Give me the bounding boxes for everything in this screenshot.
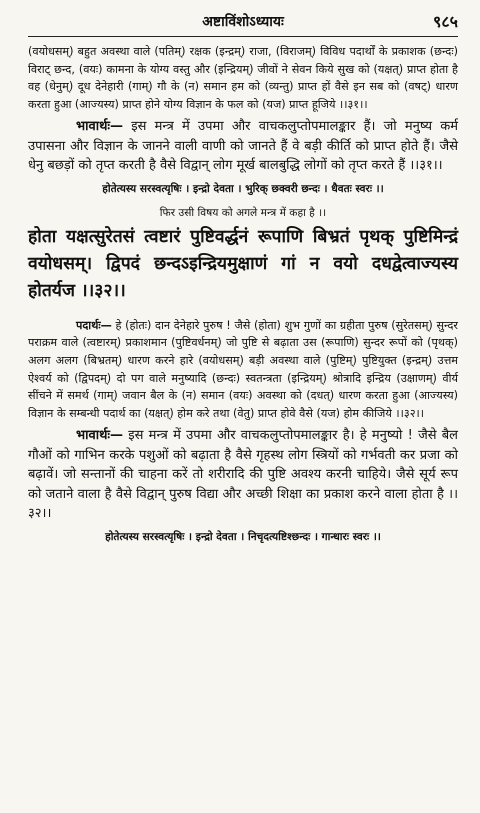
mantra-meta: होतेत्यस्य सरस्वत्यृषिः । इन्द्रो देवता । निचृदत्यष्टिश्छन्दः । गान्धारः स्वरः ।। — [105, 530, 381, 543]
bhavartha — [28, 426, 458, 524]
bhavartha-text: इस मन्त्र में उपमा और वाचकलुप्तोपमालङ्कार है। हे मनुष्यो ! जैसे बैल गौओं को गाभिन करके पशुओं को बढ़ाता है वैसे गृहस्थ लोग स्त्रियों को गर्भवती कर प्रजा को बढ़ावें। जो सन्तानों की चाहना करें तो शरीरादि की पुष्टि अवश्य करनी चाहिये। जैसे सूर्य रूप को जताने वाला है वैसे विद्वान् पुरुष विद्या और अच्छी शिक्षा का प्रकाश करने वाला होता है ।।३२।। — [28, 428, 458, 522]
prev-mantra-meta: होतेत्यस्य सरस्वत्यृषिः । इन्द्रो देवता । भुरिक् छक्वरी छन्दः । धैवतः स्वरः ।। — [102, 182, 384, 195]
prev-bhavartha-label: भावार्थः— — [76, 119, 124, 135]
bhavartha-label: भावार्थः— — [76, 428, 124, 444]
page-header — [28, 6, 458, 36]
page-number: ९८५ — [433, 12, 458, 31]
padartha-text: हे (होतः) दान देनेहारे पुरुष ! जैसे (होता) शुभ गुणों का ग्रहीता पुरुष (सुरेतसम्) सुन्दर पराक्रम वाले (त्वष्टारम्) प्रकाशमान (पुष्टिवर्धनम्) जो पुष्टि से बढ़ाता उस (रूपाणि) सुन्दर रूपों को (पृथक्) अलग अलग (बिभ्रतम्) धारण करने हारे (वयोधसम्) बड़ी अवस्था वाले (पुष्टिम्) पुष्टियुक्त (इन्द्रम्) उत्तम ऐश्वर्य को (द्विपदम्) दो पग वाले मनुष्यादि (छन्दः) स्वतन्त्रता (इन्द्रियम्) श्रोत्रादि इन्द्रिय (उक्षाणम्) वीर्य सींचने में समर्थ (गाम्) जवान बैल के (न) समान (वयः) अवस्था को (दधत्) धारण करता हुआ (आज्यस्य) विज्ञान के सम्बन्धी पदार्थ का (यक्षत्) होम करे तथा (वेतु) प्राप्त होवे वैसे (यज) होम कीजिये ।।३२।। — [28, 318, 458, 420]
padartha — [28, 317, 458, 423]
prev-bhavartha — [28, 117, 458, 176]
section-intro: फिर उसी विषय को अगले मन्त्र में कहा है ।। — [159, 206, 327, 219]
padartha-label: पदार्थः— — [76, 318, 112, 332]
header-rule — [28, 36, 458, 37]
prev-bhavartha-text: इस मन्त्र में उपमा और वाचकलुप्तोपमालङ्कार हैं। जो मनुष्य कर्म उपासना और विज्ञान के जानने वाली वाणी को जानते हैं वे बड़ी कीर्ति को प्राप्त होते हैं। जैसे धेनु बछड़ों को तृप्त करती है वैसे विद्वान् लोग मूर्ख बालबुद्धि लोगों को तृप्त करते हैं ।।३१।। — [28, 119, 458, 174]
mantra-text: होता यक्षत्सुरेतसं त्वष्टारं पुष्टिवर्द्धनं रूपाणि बिभ्रतं पृथक् पुष्टिमिन्द्रं वयोधसम्। द्विपदं छन्दऽइन्द्रियमुक्षाणं गां न वयो दधद्वेत्वाज्यस्य होतर्यज ।।३२।। — [28, 226, 458, 301]
prev-padartha-text: (वयोधसम्) बहुत अवस्था वाले (पतिम्) रक्षक (इन्द्रम्) राजा, (विराजम्) विविध पदार्थों के प्रकाशक (छन्दः) विराट् छन्द, (वयः) कामना के योग्य वस्तु और (इन्द्रियम्) जीवों ने सेवन किये सुख को (यक्षत्) प्राप्त होता है वह (धेनुम्) दूध देनेहारी (गाम्) गौ के (न) समान हम को (व्यन्तु) प्राप्त हों वैसे इन सब को (वषट्) धारण करता हुआ (आज्यस्य) प्राप्त होने योग्य विज्ञान के फल को (यज) प्राप्त हूजिये ।।३१।। — [28, 45, 458, 111]
chapter-title: अष्टाविंशोऽध्यायः — [202, 14, 284, 30]
